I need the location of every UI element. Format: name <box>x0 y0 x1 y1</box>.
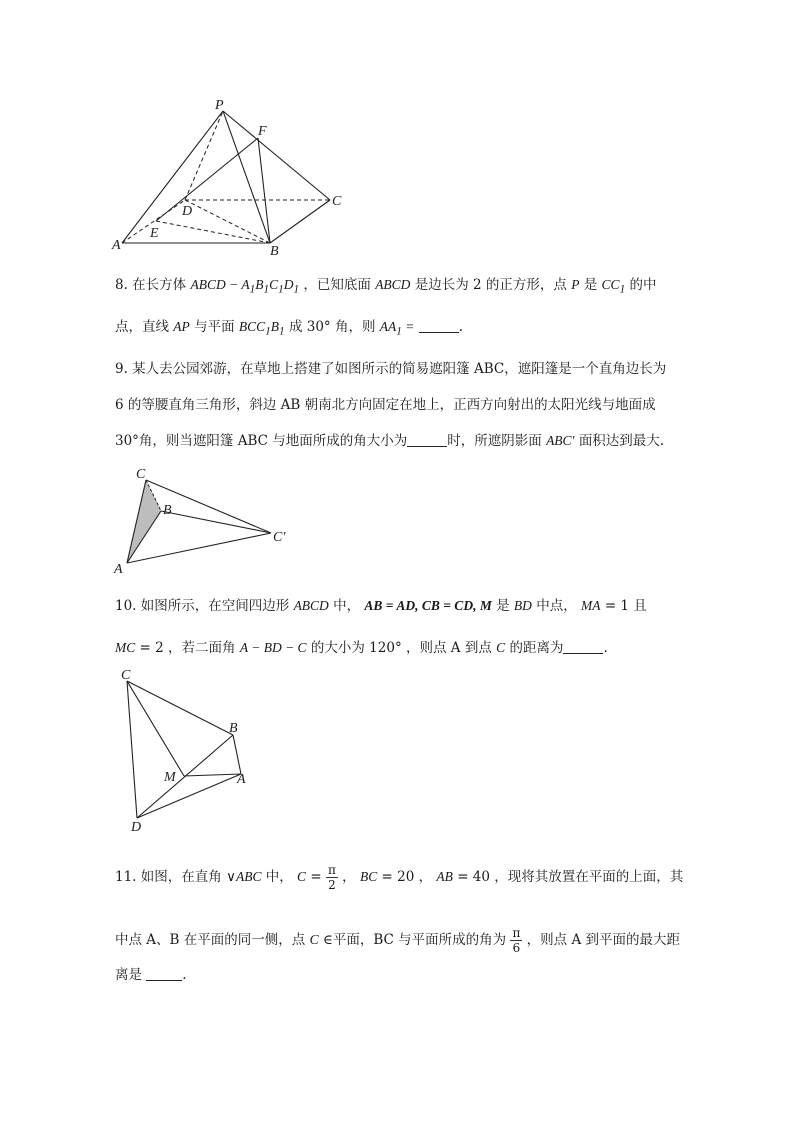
q11-math: = <box>310 869 322 885</box>
q9-text: 时，所遮阴影面 <box>447 433 542 449</box>
q8-math: $BCC_1B_1$ <box>238 319 285 338</box>
quadrilateral-diagram <box>115 665 265 840</box>
label-c: C <box>332 194 342 209</box>
q10-math: BD <box>513 598 532 613</box>
q8-text: 8. 在长方体 <box>115 277 187 293</box>
q11-math: ∈ <box>322 932 333 948</box>
q10-line1 <box>115 597 647 615</box>
label-m: M <box>164 770 176 785</box>
q10-math: AB = AD, CB = CD, M <box>364 598 492 613</box>
q11-text: 平面，BC 与平面所成的角为 <box>332 932 507 948</box>
q8-math: AP <box>173 319 190 334</box>
q11-math: ABC <box>235 869 262 884</box>
q8-text: 角，则 <box>334 319 376 335</box>
label-a: A <box>237 772 246 787</box>
q8-line2 <box>115 318 463 341</box>
label-a: A <box>114 562 123 577</box>
answer-blank[interactable] <box>419 318 459 333</box>
figure-quadrilateral <box>115 665 265 840</box>
q8-text: 的中 <box>629 277 657 293</box>
q8-text: 与平面 <box>194 319 235 335</box>
q9-text: 30°角，则当遮阳篷 ABC 与地面所成的角大小为 <box>115 433 408 449</box>
q11-math: C <box>309 932 319 947</box>
sunshade-diagram <box>110 465 300 580</box>
q10-math: = 1 <box>604 598 630 614</box>
q11-text: ， <box>342 869 356 885</box>
q8-math: 30° <box>306 319 331 335</box>
q11-text: ，则点 A 到平面的最大距 <box>526 932 680 948</box>
q10-math: A <box>450 640 461 656</box>
q9-line3 <box>115 432 664 450</box>
q8-math: ABCD <box>375 277 411 292</box>
q10-text: 是 <box>496 598 510 614</box>
q10-text: 到点 <box>464 640 492 656</box>
q10-text: 的距离为 <box>509 640 564 656</box>
q10-text: 的大小为 <box>310 640 365 656</box>
label-e: E <box>150 226 159 241</box>
q10-text: 10. 如图所示，在空间四边形 <box>115 598 290 614</box>
figure-sunshade <box>110 465 300 580</box>
q10-math: 120° <box>369 640 402 656</box>
q11-text: 中， <box>265 869 293 885</box>
q10-text: ，则点 <box>406 640 447 656</box>
fraction-pi-over-6: $\frac{\pi}{6}$ <box>512 926 521 955</box>
answer-blank[interactable] <box>407 432 447 447</box>
q11-math: ∨ <box>226 869 236 885</box>
q11-math: = 20 <box>381 869 415 885</box>
q11-math: AB <box>436 869 453 884</box>
figure-pyramid <box>110 95 360 260</box>
q8-text: 点，直线 <box>115 319 169 335</box>
q11-math: C <box>297 869 307 884</box>
q10-math: MC <box>115 640 136 655</box>
q10-math: = 2 <box>139 640 164 656</box>
q8-line1 <box>115 276 656 299</box>
q8-text: 是 <box>583 277 598 293</box>
label-b: B <box>163 503 172 518</box>
q11-math: = 40 <box>457 869 490 885</box>
q9-line1: 9. 某人去公园郊游，在草地上搭建了如图所示的简易遮阳篷 ABC，遮阳篷是一个直角边长为 <box>115 361 667 377</box>
label-c-prime: C′ <box>273 530 286 545</box>
q11-text: 11. 如图，在直角 <box>115 869 222 885</box>
label-b: B <box>229 721 238 736</box>
q8-math: ABCD − $A_1B_1C_1D_1$ <box>190 277 300 296</box>
answer-blank[interactable] <box>563 639 603 654</box>
q11-line3 <box>115 966 187 984</box>
q10-math: C <box>496 640 506 655</box>
label-b: B <box>270 244 279 259</box>
q10-text: 中， <box>333 598 361 614</box>
q11-text: ，现将其放置在平面的上面，其 <box>494 869 684 885</box>
q9-line2: 6 的等腰直角三角形，斜边 AB 朝南北方向固定在地上，正西方向射出的太阳光线与地面成 <box>115 397 656 413</box>
q8-text: . <box>458 319 463 335</box>
q10-math: MA <box>581 598 601 613</box>
q11-math: BC <box>359 869 378 884</box>
q10-line2 <box>115 639 608 657</box>
q8-text: 是边长为 2 的正方形，点 <box>414 277 567 293</box>
q11-line2 <box>115 922 680 958</box>
q11-text: 中点 A、B 在平面的同一侧，点 <box>115 932 306 948</box>
label-f: F <box>258 124 267 139</box>
q8-math: $CC_1$ <box>601 277 626 296</box>
q10-text: 中点， <box>536 598 577 614</box>
q10-text: 且 <box>633 598 647 614</box>
q11-text: . <box>182 967 187 983</box>
pyramid-diagram <box>110 95 360 260</box>
label-p: P <box>215 98 224 113</box>
label-d: D <box>182 204 193 219</box>
q10-math: A − BD − C <box>239 640 307 655</box>
q8-text: 成 <box>288 319 303 335</box>
answer-blank[interactable] <box>146 966 182 981</box>
q11-text: 离是 <box>115 967 142 983</box>
q11-text: ， <box>418 869 433 885</box>
q9-text: 面积达到最大. <box>578 433 665 449</box>
q10-text: . <box>603 640 608 656</box>
q8-text: ，已知底面 <box>303 277 371 293</box>
q9-math: ABC′ <box>546 433 575 448</box>
q8-math: P <box>571 277 580 292</box>
fraction-pi-over-2: $\frac{\pi}{2}$ <box>327 863 336 892</box>
label-a: A <box>112 238 121 253</box>
q10-text: ，若二面角 <box>168 640 236 656</box>
q11-line1 <box>115 858 683 896</box>
label-d: D <box>131 820 142 835</box>
label-c: C <box>121 668 131 683</box>
label-c: C <box>136 467 146 482</box>
q10-math: ABCD <box>293 598 329 613</box>
q8-math: $AA_1$ = <box>379 319 415 338</box>
